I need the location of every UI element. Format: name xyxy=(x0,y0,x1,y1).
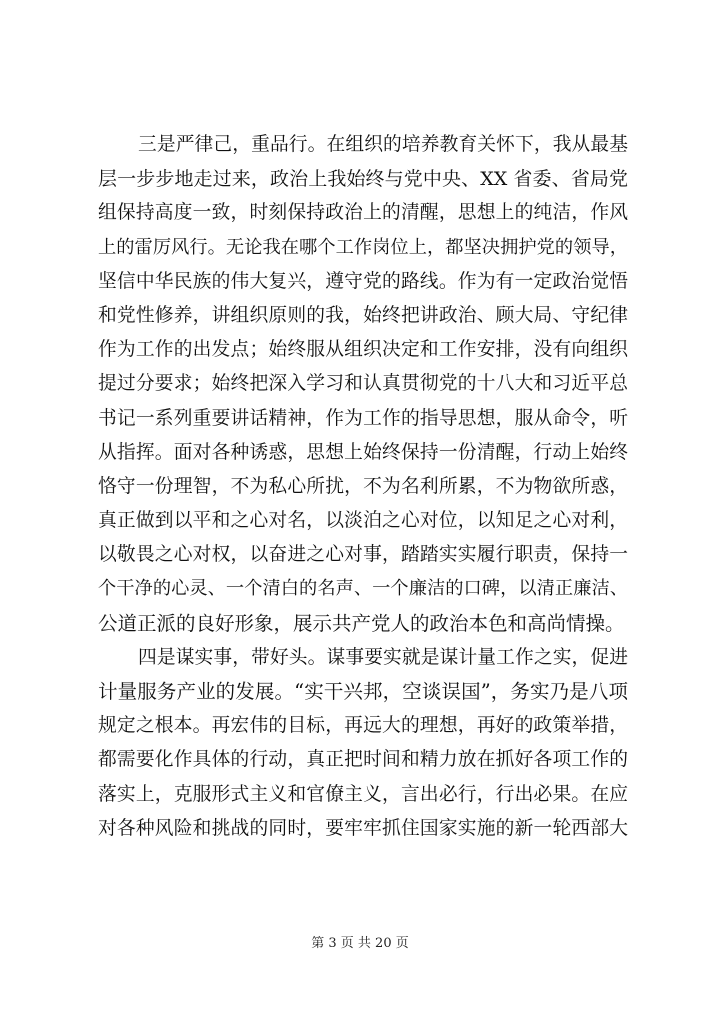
paragraph-1-line-7: 作为工作的出发点；始终服从组织决定和工作安排，没有向组织 xyxy=(98,339,628,361)
paragraph-1-line-12: 真正做到以平和之心对名，以淡泊之心对位，以知足之心对利， xyxy=(98,510,628,532)
paragraph-1-line-14: 个干净的心灵、一个清白的名声、一个廉洁的口碑，以清正廉洁、 xyxy=(98,578,628,600)
document-body xyxy=(98,128,628,846)
page-number-footer: 第 3 页 共 20 页 xyxy=(311,936,409,951)
paragraph-2-line-1: 四是谋实事，带好头。谋事要实就是谋计量工作之实，促进 xyxy=(138,646,628,668)
paragraph-2-line-4: 都需要化作具体的行动，真正把时间和精力放在抓好各项工作的 xyxy=(98,749,628,771)
paragraph-2-line-5: 落实上，克服形式主义和官僚主义，言出必行，行出必果。在应 xyxy=(98,783,628,805)
paragraph-1-line-2: 层一步步地走过来，政治上我始终与党中央、XX 省委、省局党 xyxy=(98,168,628,191)
paragraph-1-line-6: 和党性修养，讲组织原则的我，始终把讲政治、顾大局、守纪律 xyxy=(98,304,628,326)
paragraph-2-line-2: 计量服务产业的发展。“实干兴邦，空谈误国”，务实乃是八项 xyxy=(98,680,628,703)
paragraph-1-line-10: 从指挥。面对各种诱惑，思想上始终保持一份清醒，行动上始终 xyxy=(98,441,628,463)
paragraph-1-line-13: 以敬畏之心对权，以奋进之心对事，踏踏实实履行职责，保持一 xyxy=(98,544,628,566)
paragraph-1-line-11: 恪守一份理智，不为私心所扰，不为名利所累，不为物欲所惑， xyxy=(98,475,628,497)
paragraph-1-line-5: 坚信中华民族的伟大复兴，遵守党的路线。作为有一定政治觉悟 xyxy=(98,270,628,292)
paragraph-2-line-3: 规定之根本。再宏伟的目标，再远大的理想，再好的政策举措， xyxy=(98,715,628,737)
paragraph-1-line-3: 组保持高度一致，时刻保持政治上的清醒，思想上的纯洁，作风 xyxy=(98,202,628,224)
paragraph-1-line-1: 三是严律己，重品行。在组织的培养教育关怀下，我从最基 xyxy=(138,134,628,155)
paragraph-1-line-15: 公道正派的良好形象，展示共产党人的政治本色和高尚情操。 xyxy=(98,611,625,635)
paragraph-1-line-8: 提过分要求；始终把深入学习和认真贯彻党的十八大和习近平总 xyxy=(98,373,628,395)
paragraph-2-line-6: 对各种风险和挑战的同时，要牢牢抓住国家实施的新一轮西部大 xyxy=(98,817,628,839)
paragraph-1-line-9: 书记一系列重要讲话精神，作为工作的指导思想，服从命令，听 xyxy=(98,407,628,429)
paragraph-1-line-4: 上的雷厉风行。无论我在哪个工作岗位上，都坚决拥护党的领导， xyxy=(98,236,628,258)
